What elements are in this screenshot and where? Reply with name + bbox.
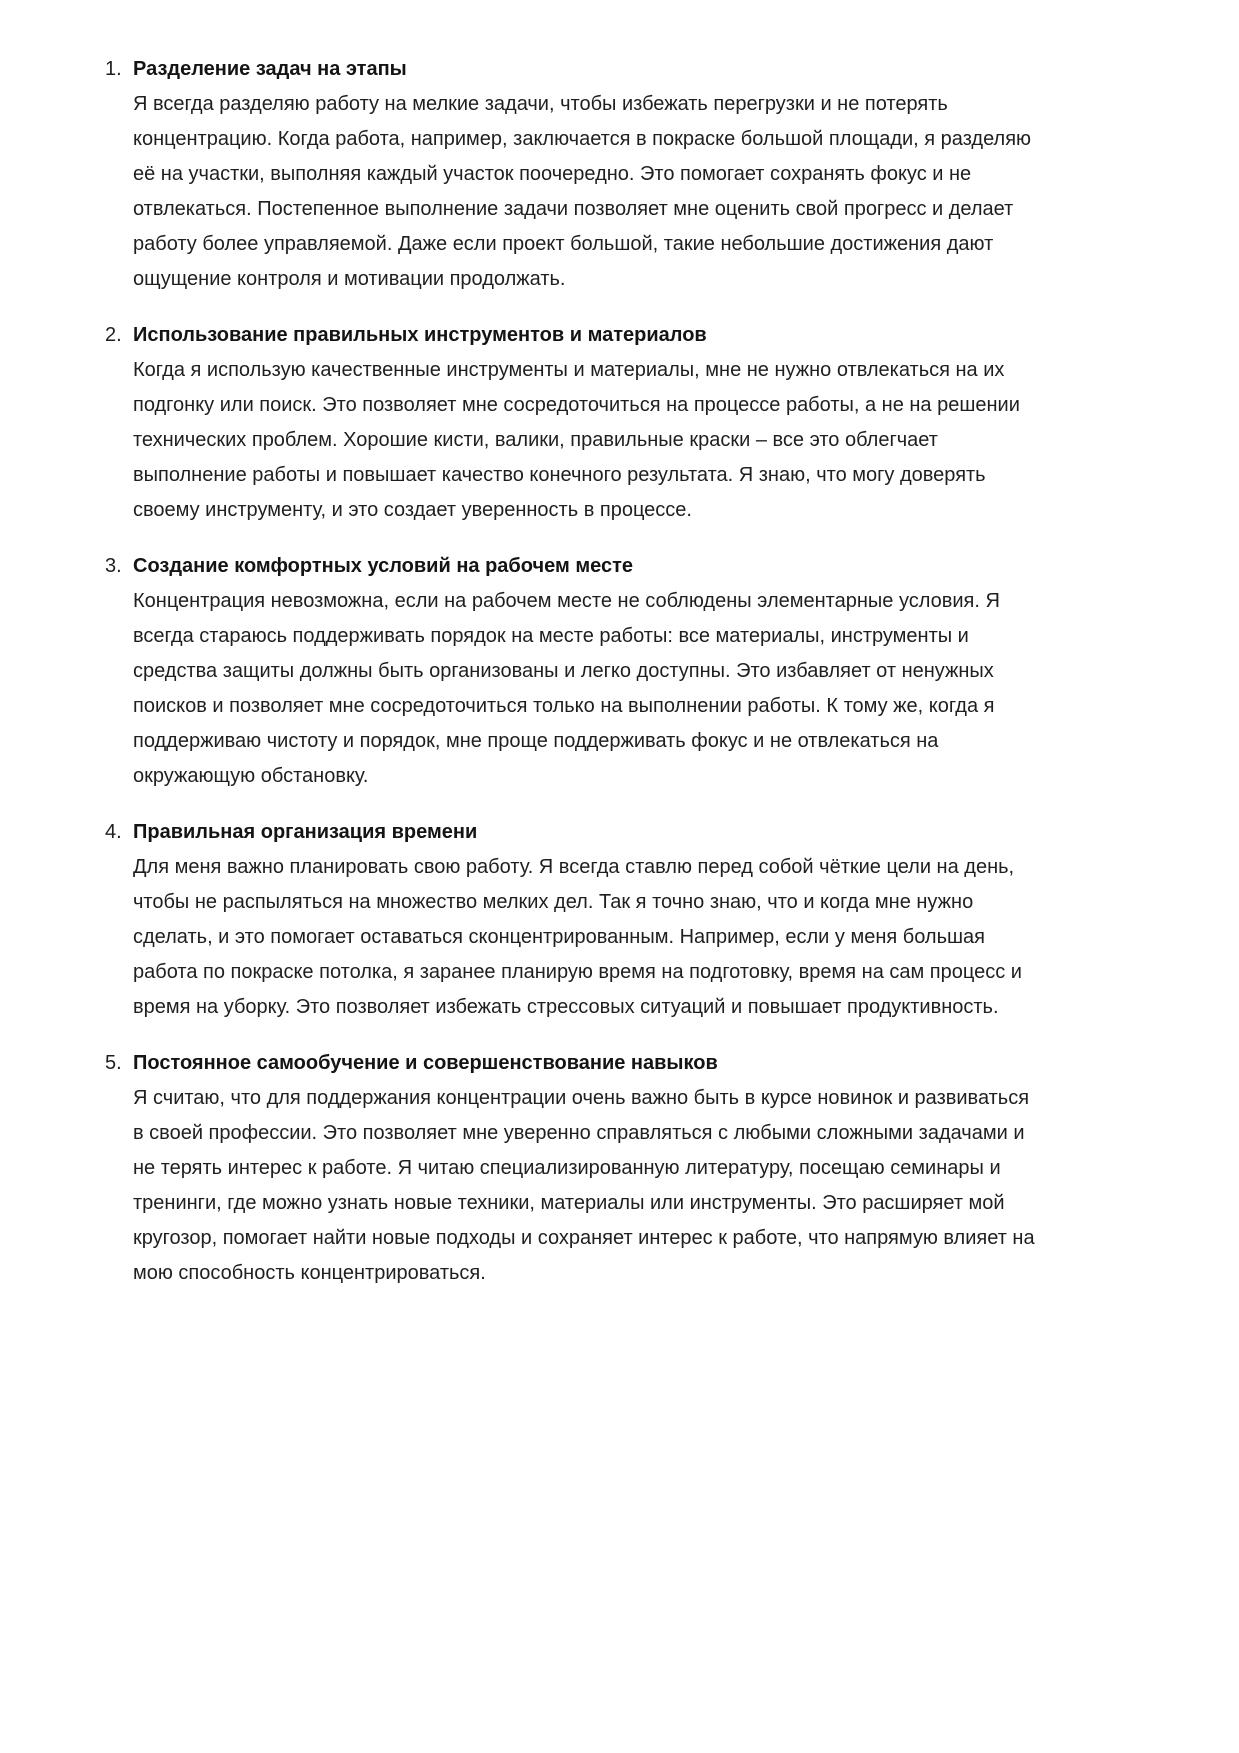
item-number: 2. bbox=[105, 324, 122, 346]
item-body: Для меня важно планировать свою работу. Я всегда ставлю перед собой чёткие цели на день, чтобы не распыляться на множество мелких дел. Так я точно знаю, что и когда мне нужно сделать, и это помогает оставаться сконцентрированным. Например, если у меня большая работа по покраске потолка, я заранее планирую время на подготовку, время на сам процесс и время на уборку. Это позволяет избежать стрессовых ситуаций и повышает продуктивность. bbox=[133, 856, 1022, 1018]
item-body: Я всегда разделяю работу на мелкие задачи, чтобы избежать перегрузки и не потерять концентрацию. Когда работа, например, заключается в покраске большой площади, я разделяю её на участки, выполняя каждый участок поочередно. Это помогает сохранять фокус и не отвлекаться. Постепенное выполнение задачи позволяет мне оценить свой прогресс и делает работу более управляемой. Даже если проект большой, такие небольшие достижения дают ощущение контроля и мотивации продолжать. bbox=[133, 93, 1032, 290]
item-title: Правильная организация времени bbox=[133, 821, 478, 843]
item-title: Разделение задач на этапы bbox=[133, 58, 407, 80]
item-title: Постоянное самообучение и совершенствование навыков bbox=[133, 1052, 718, 1074]
item-body: Концентрация невозможна, если на рабочем месте не соблюдены элементарные условия. Я всегда стараюсь поддерживать порядок на месте работы: все материалы, инструменты и средства защиты должны быть организованы и легко доступны. Это избавляет от ненужных поисков и позволяет мне сосредоточиться только на выполнении работы. К тому же, когда я поддерживаю чистоту и порядок, мне проще поддерживать фокус и не отвлекаться на окружающую обстановку. bbox=[133, 590, 1000, 787]
item-number: 1. bbox=[105, 58, 122, 80]
list-item bbox=[105, 815, 1040, 1025]
item-title: Создание комфортных условий на рабочем месте bbox=[133, 555, 634, 577]
item-body: Когда я использую качественные инструменты и материалы, мне не нужно отвлекаться на их подгонку или поиск. Это позволяет мне сосредоточиться на процессе работы, а не на решении технических проблем. Хорошие кисти, валики, правильные краски – все это облегчает выполнение работы и повышает качество конечного результата. Я знаю, что могу доверять своему инструменту, и это создает уверенность в процессе. bbox=[133, 359, 1020, 521]
numbered-list bbox=[105, 52, 1040, 1312]
item-number: 5. bbox=[105, 1052, 122, 1074]
item-title: Использование правильных инструментов и материалов bbox=[133, 324, 707, 346]
list-item bbox=[105, 318, 1040, 528]
list-item bbox=[105, 549, 1040, 794]
item-body: Я считаю, что для поддержания концентрации очень важно быть в курсе новинок и развиваться в своей профессии. Это позволяет мне уверенно справляться с любыми сложными задачами и не терять интерес к работе. Я читаю специализированную литературу, посещаю семинары и тренинги, где можно узнать новые техники, материалы или инструменты. Это расширяет мой кругозор, помогает найти новые подходы и сохраняет интерес к работе, что напрямую влияет на мою способность концентрироваться. bbox=[133, 1087, 1035, 1284]
list-item bbox=[105, 52, 1040, 297]
item-number: 4. bbox=[105, 821, 122, 843]
list-item bbox=[105, 1046, 1040, 1291]
item-number: 3. bbox=[105, 555, 122, 577]
